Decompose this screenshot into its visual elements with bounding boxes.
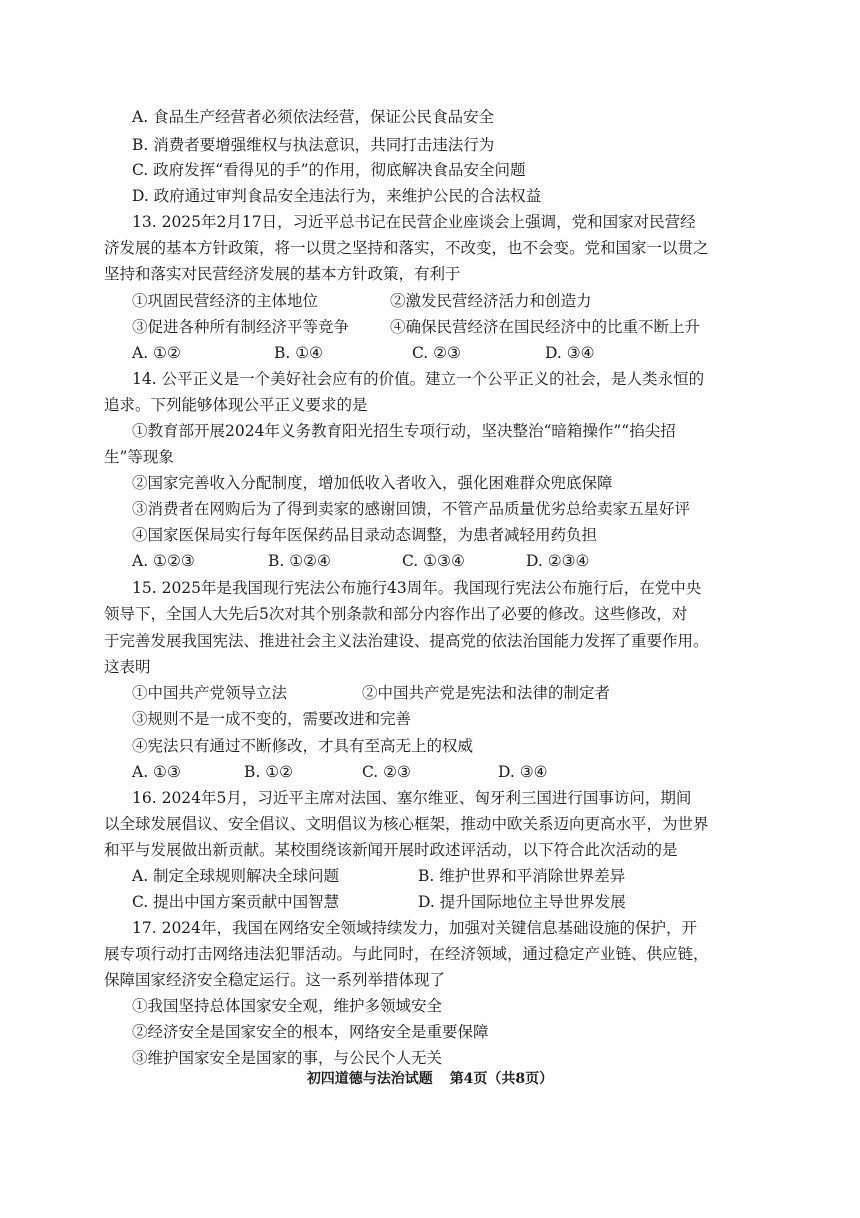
- q13-choice-d: D. ③④: [545, 344, 595, 362]
- q15-item-1: ①中国共产党领导立法: [132, 684, 288, 702]
- q13-item-1: ①巩固民营经济的主体地位: [132, 292, 319, 310]
- q13-stem-line: 13. 2025年2月17日，习近平总书记在民营企业座谈会上强调，党和国家对民营经: [132, 213, 696, 231]
- q17-item-1: ①我国坚持总体国家安全观，维护多领域安全: [132, 997, 443, 1015]
- q13-choice-a: A. ①②: [132, 344, 181, 362]
- q13-stem-line: 济发展的基本方针政策，将一以贯之坚持和落实，不改变，也不会变。党和国家一以贯之: [104, 239, 709, 257]
- q13-item-4: ④确保民营经济在国民经济中的比重不断上升: [390, 318, 701, 336]
- q15-stem-line: 于完善发展我国宪法、推进社会主义法治建设、提高党的依法治国能力发挥了重要作用。: [104, 632, 709, 650]
- q14-stem-line: 14. 公平正义是一个美好社会应有的价值。建立一个公平正义的社会，是人类永恒的: [132, 370, 705, 388]
- q17-stem-line: 保障国家经济安全稳定运行。这一系列举措体现了: [104, 971, 446, 989]
- q15-item-2: ②中国共产党是宪法和法律的制定者: [362, 684, 611, 702]
- footer-subject: 初四道德与法治试题: [306, 1071, 433, 1087]
- q15-stem-line: 领导下，全国人大先后5次对其个别条款和部分内容作出了必要的修改。这些修改，对: [104, 605, 688, 623]
- q17-item-2: ②经济安全是国家安全的根本，网络安全是重要保障: [132, 1023, 489, 1041]
- q14-item-1-cont: 生”等现象: [104, 448, 174, 466]
- q14-choice-c: C. ①③④: [402, 552, 465, 570]
- q14-choice-d: D. ②③④: [526, 552, 590, 570]
- q15-choice-c: C. ②③: [362, 763, 411, 781]
- page-footer: [0, 1068, 860, 1088]
- q13-choice-b: B. ①④: [274, 344, 324, 362]
- q15-item-3: ③规则不是一成不变的，需要改进和完善: [132, 710, 412, 728]
- q12-option-b: B. 消费者要增强维权与执法意识，共同打击违法行为: [132, 136, 495, 154]
- q14-item-3: ③消费者在网购后为了得到卖家的感谢回馈，不管产品质量优劣总给卖家五星好评: [132, 500, 691, 518]
- q15-choice-a: A. ①③: [132, 763, 181, 781]
- q12-option-d: D. 政府通过审判食品安全违法行为，来维护公民的合法权益: [132, 187, 542, 205]
- q15-stem-line: 这表明: [104, 658, 151, 676]
- q16-stem-line: 16. 2024年5月，习近平主席对法国、塞尔维亚、匈牙利三国进行国事访问，期间: [132, 789, 692, 807]
- q17-stem-line: 展专项行动打击网络违法犯罪活动。与此同时，在经济领域，通过稳定产业链、供应链，: [104, 945, 709, 963]
- q17-item-3: ③维护国家安全是国家的事，与公民个人无关: [132, 1049, 443, 1067]
- q13-stem-line: 坚持和落实对民营经济发展的基本方针政策，有利于: [104, 265, 461, 283]
- q13-item-2: ②激发民营经济活力和创造力: [390, 292, 592, 310]
- q14-choice-b: B. ①②④: [268, 552, 331, 570]
- q15-choice-d: D. ③④: [498, 763, 548, 781]
- q12-option-a: A. 食品生产经营者必须依法经营，保证公民食品安全: [132, 108, 495, 126]
- q16-stem-line: 以全球发展倡议、安全倡议、文明倡议为核心框架，推动中欧关系迈向更高水平，为世界: [104, 815, 709, 833]
- q14-item-4: ④国家医保局实行每年医保药品目录动态调整，为患者减轻用药负担: [132, 526, 598, 544]
- q15-stem-line: 15. 2025年是我国现行宪法公布施行43周年。我国现行宪法公布施行后，在党中央: [132, 579, 702, 597]
- q16-choice-b: B. 维护世界和平消除世界差异: [418, 867, 626, 885]
- q13-item-3: ③促进各种所有制经济平等竞争: [132, 318, 350, 336]
- q14-item-1: ①教育部开展2024年义务教育阳光招生专项行动，坚决整治“暗箱操作”“掐尖招: [132, 422, 676, 440]
- q17-stem-line: 17. 2024年，我国在网络安全领域持续发力，加强对关键信息基础设施的保护，开: [132, 919, 698, 937]
- q16-stem-line: 和平与发展做出新贡献。某校围绕该新闻开展时政述评活动，以下符合此次活动的是: [104, 841, 678, 859]
- q16-choice-c: C. 提出中国方案贡献中国智慧: [132, 893, 340, 911]
- q14-item-2: ②国家完善收入分配制度，增加低收入者收入，强化困难群众兜底保障: [132, 474, 613, 492]
- q15-choice-b: B. ①②: [244, 763, 294, 781]
- q14-stem-line: 追求。下列能够体现公平正义要求的是: [104, 396, 368, 414]
- q12-option-c: C. 政府发挥“看得见的手”的作用，彻底解决食品安全问题: [132, 161, 526, 179]
- footer-page-number: 第4页（共8页）: [449, 1071, 554, 1087]
- q16-choice-a: A. 制定全球规则解决全球问题: [132, 867, 340, 885]
- q13-choice-c: C. ②③: [412, 344, 461, 362]
- q15-item-4: ④宪法只有通过不断修改，才具有至高无上的权威: [132, 737, 474, 755]
- q16-choice-d: D. 提升国际地位主导世界发展: [418, 893, 626, 911]
- q14-choice-a: A. ①②③: [132, 552, 195, 570]
